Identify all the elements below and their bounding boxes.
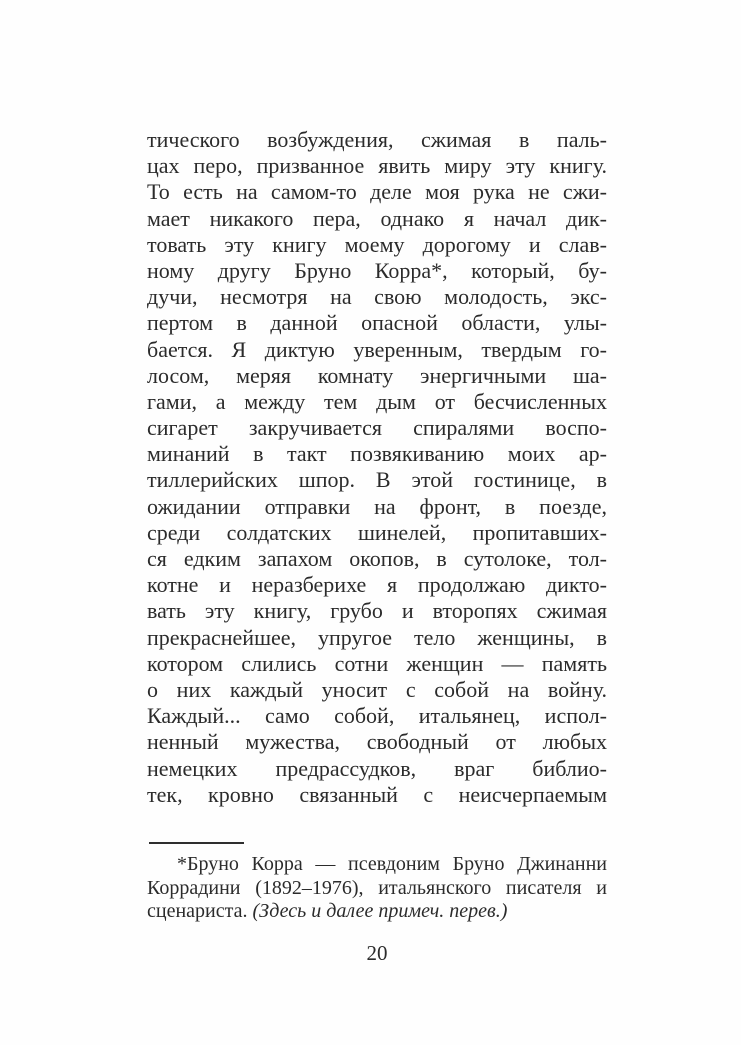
footnote-divider [149,842,244,844]
text-line: ся едким запахом окопов, в сутолоке, тол- [147,546,607,571]
text-line: прекраснейшее, упругое тело женщины, в [147,624,607,650]
page-number: 20 [366,941,388,965]
text-line: лосом, меряя комнату энергичными ша- [147,362,607,388]
text-line: ному другу Бруно Корра*, который, бу- [147,257,607,283]
text-line: немецких предрассудков, враг библио- [147,755,607,781]
text-line: среди солдатских шинелей, пропитавших- [147,519,607,545]
text-line: гами, а между тем дым от бесчисленных [147,388,607,414]
footnote-line [147,900,607,924]
body-text-block [147,127,607,808]
footnote-block [147,853,607,924]
text-line: цах перо, призванное явить миру эту книгу. [147,153,607,179]
text-line: товать эту книгу моему дорогому и слав- [147,231,607,257]
footnote-line: Коррадини (1892–1976), итальянского писателя и [147,876,607,899]
text-line: мает никакого пера, однако я начал дик- [147,205,607,231]
text-line: котне и неразберихе я продолжаю дикто- [147,572,607,598]
text-line: бается. Я диктую уверенным, твердым го- [147,336,607,362]
footnote-text: сценариста. [147,900,253,922]
text-line: ненный мужества, свободный от любых [147,729,607,755]
footnote-translator-note: (Здесь и далее примеч. перев.) [252,900,508,922]
text-line: тек, кровно связанный с неисчерпаемым [147,781,607,807]
text-line: вать эту книгу, грубо и второпях сжимая [147,598,607,624]
text-line: ожидании отправки на фронт, в поезде, [147,493,607,519]
text-line: То есть на самом-то деле моя рука не сжи- [147,179,607,205]
text-line: минаний в такт позвякиванию моих ар- [147,441,607,467]
text-line: дучи, несмотря на свою молодость, экс- [147,284,607,310]
footnote-line: *Бруно Корра — псевдоним Бруно Джинанни [177,853,607,875]
text-line: тического возбуждения, сжимая в паль- [147,127,607,152]
text-line: пертом в данной опасной области, улы- [147,310,607,336]
text-line: Каждый... само собой, итальянец, испол- [147,703,607,729]
text-line: сигарет закручивается спиралями воспо- [147,415,607,441]
text-line: котором слились сотни женщин — память [147,650,607,676]
text-line: о них каждый уносит с собой на войну. [147,676,607,702]
text-line: тиллерийских шпор. В этой гостинице, в [147,467,607,493]
